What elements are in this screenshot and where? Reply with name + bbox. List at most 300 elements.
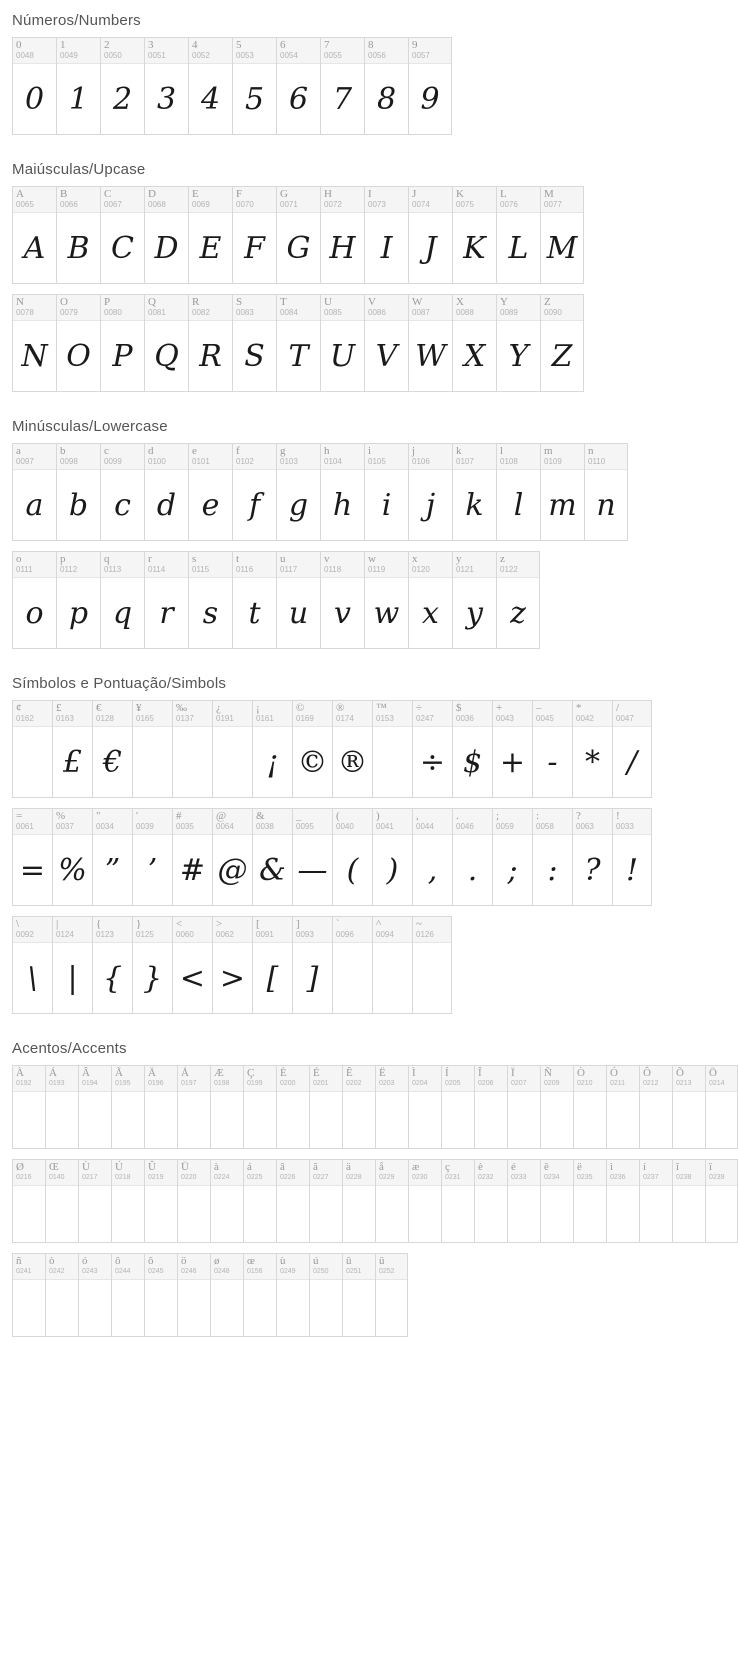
glyph-cell[interactable] (276, 1065, 309, 1149)
glyph-preview (178, 1092, 210, 1148)
glyph-cell-header (244, 1066, 276, 1092)
glyph-preview (376, 1280, 407, 1336)
glyph-preview: ( (346, 852, 359, 888)
glyph-cell[interactable] (309, 1065, 342, 1149)
glyph-cell[interactable] (612, 700, 652, 798)
glyph-cell[interactable] (56, 186, 100, 284)
glyph-cell-header (173, 809, 212, 835)
glyph-cell[interactable] (441, 1065, 474, 1149)
glyph-cell[interactable] (375, 1159, 408, 1243)
glyph-cell[interactable] (144, 1253, 177, 1337)
glyph-char-label: D (148, 188, 156, 200)
glyph-char-label: g (280, 445, 286, 457)
glyph-char-label: ã (313, 1161, 318, 1173)
glyph-char-label: ù (280, 1255, 286, 1267)
glyph-cell[interactable] (252, 808, 292, 906)
glyph-cell[interactable] (111, 1159, 144, 1243)
glyph-preview: ® (337, 744, 368, 780)
glyph-cell[interactable] (364, 443, 408, 541)
glyph-cell[interactable] (276, 186, 320, 284)
glyph-code-label: 0226 (280, 1174, 296, 1181)
glyph-cell[interactable] (474, 1065, 507, 1149)
glyph-cell[interactable] (573, 1159, 606, 1243)
glyph-cell[interactable] (243, 1253, 276, 1337)
glyph-grid (12, 186, 661, 402)
glyph-preview: w (373, 595, 400, 631)
glyph-code-label: 0060 (176, 930, 194, 939)
glyph-cell-header (497, 444, 540, 470)
glyph-preview: $ (462, 744, 483, 780)
glyph-cell[interactable] (45, 1159, 78, 1243)
glyph-cell[interactable] (705, 1159, 738, 1243)
glyph-preview (277, 1186, 309, 1242)
glyph-cell[interactable] (144, 443, 188, 541)
glyph-cell[interactable] (540, 294, 584, 392)
glyph-cell[interactable] (364, 186, 408, 284)
glyph-cell-header (321, 38, 364, 64)
glyph-char-label: ; (496, 810, 500, 822)
glyph-cell[interactable] (584, 443, 628, 541)
glyph-cell-header (453, 295, 496, 321)
glyph-char-label: ô (115, 1255, 121, 1267)
glyph-preview (310, 1186, 342, 1242)
glyph-code-label: 0118 (324, 565, 342, 574)
glyph-cell[interactable] (452, 186, 496, 284)
glyph-cell[interactable] (412, 700, 452, 798)
glyph-cell[interactable] (496, 294, 540, 392)
glyph-cell[interactable] (177, 1159, 210, 1243)
glyph-cell[interactable] (78, 1159, 111, 1243)
glyph-code-label: 0105 (368, 457, 386, 466)
glyph-preview: ÷ (419, 744, 446, 780)
glyph-cell[interactable] (309, 1159, 342, 1243)
glyph-cell[interactable] (188, 294, 232, 392)
glyph-cell-header (343, 1254, 375, 1280)
glyph-cell[interactable] (172, 808, 212, 906)
glyph-cell[interactable] (12, 1253, 45, 1337)
glyph-cell[interactable] (52, 700, 92, 798)
glyph-preview: # (179, 852, 206, 888)
glyph-cell[interactable] (232, 443, 276, 541)
glyph-cell[interactable] (332, 808, 372, 906)
glyph-cell[interactable] (212, 808, 252, 906)
glyph-cell[interactable] (320, 443, 364, 541)
glyph-preview (244, 1092, 276, 1148)
glyph-preview (508, 1186, 540, 1242)
glyph-cell[interactable] (78, 1065, 111, 1149)
glyph-cell-header (310, 1254, 342, 1280)
glyph-char-label: & (256, 810, 265, 822)
glyph-cell[interactable] (507, 1159, 540, 1243)
glyph-cell[interactable] (639, 1159, 672, 1243)
glyph-cell-header (57, 444, 100, 470)
glyph-cell[interactable] (78, 1253, 111, 1337)
glyph-grid (12, 37, 661, 145)
glyph-cell[interactable] (364, 294, 408, 392)
glyph-cell-header (277, 38, 320, 64)
glyph-cell-header (413, 809, 452, 835)
glyph-cell[interactable] (705, 1065, 738, 1149)
glyph-cell[interactable] (12, 186, 56, 284)
glyph-cell[interactable] (573, 1065, 606, 1149)
section-title: Acentos/Accents (12, 1040, 127, 1057)
glyph-preview: B (67, 230, 90, 266)
glyph-code-label: 0075 (456, 200, 474, 209)
glyph-preview (413, 943, 451, 1013)
glyph-preview (706, 1092, 737, 1148)
glyph-cell-header (293, 809, 332, 835)
glyph-cell[interactable] (320, 551, 364, 649)
glyph-preview: } (142, 960, 163, 996)
glyph-cell[interactable] (243, 1065, 276, 1149)
glyph-cell[interactable] (232, 186, 276, 284)
glyph-cell[interactable] (111, 1065, 144, 1149)
glyph-code-label: 0241 (16, 1268, 32, 1275)
glyph-cell-header (253, 701, 292, 727)
glyph-cell[interactable] (452, 551, 496, 649)
glyph-cell[interactable] (672, 1159, 705, 1243)
glyph-code-label: 0194 (82, 1080, 98, 1087)
glyph-char-label: ò (49, 1255, 55, 1267)
glyph-cell[interactable] (412, 916, 452, 1014)
glyph-cell[interactable] (540, 1065, 573, 1149)
glyph-cell[interactable] (372, 916, 412, 1014)
glyph-cell[interactable] (232, 551, 276, 649)
glyph-cell-header (133, 701, 172, 727)
glyph-preview: A (23, 230, 46, 266)
glyph-cell[interactable] (56, 443, 100, 541)
glyph-cell-header (101, 187, 144, 213)
glyph-cell[interactable] (56, 294, 100, 392)
glyph-cell[interactable] (441, 1159, 474, 1243)
glyph-cell[interactable] (188, 37, 232, 135)
glyph-cell[interactable] (496, 186, 540, 284)
glyph-cell[interactable] (132, 808, 172, 906)
glyph-cell[interactable] (188, 551, 232, 649)
glyph-preview: q (112, 595, 133, 631)
glyph-cell[interactable] (364, 551, 408, 649)
glyph-preview (145, 1092, 177, 1148)
glyph-char-label: w (368, 553, 376, 565)
glyph-cell[interactable] (100, 294, 144, 392)
glyph-cell-header (57, 552, 100, 578)
glyph-char-label: A (16, 188, 24, 200)
glyph-char-label: ¥ (136, 702, 142, 714)
glyph-cell[interactable] (12, 443, 56, 541)
glyph-cell[interactable] (100, 443, 144, 541)
glyph-cell[interactable] (408, 443, 452, 541)
glyph-code-label: 0092 (16, 930, 34, 939)
glyph-code-label: 0197 (181, 1080, 197, 1087)
glyph-cell[interactable] (12, 808, 52, 906)
glyph-cell-header (101, 295, 144, 321)
glyph-cell[interactable] (188, 186, 232, 284)
glyph-cell[interactable] (364, 37, 408, 135)
glyph-cell[interactable] (532, 808, 572, 906)
glyph-cell[interactable] (342, 1065, 375, 1149)
glyph-cell[interactable] (144, 551, 188, 649)
glyph-cell[interactable] (540, 1159, 573, 1243)
glyph-cell[interactable] (12, 1065, 45, 1149)
glyph-cell[interactable] (572, 808, 612, 906)
glyph-char-label: p (60, 553, 66, 565)
glyph-code-label: 0037 (56, 822, 74, 831)
glyph-cell[interactable] (332, 700, 372, 798)
glyph-cell-header (453, 187, 496, 213)
glyph-preview (673, 1092, 705, 1148)
glyph-cell[interactable] (452, 808, 492, 906)
glyph-code-label: 0070 (236, 200, 254, 209)
glyph-code-label: 0069 (192, 200, 210, 209)
glyph-code-label: 0073 (368, 200, 386, 209)
glyph-cell-header (79, 1160, 111, 1186)
glyph-cell[interactable] (188, 443, 232, 541)
glyph-char-label: L (500, 188, 507, 200)
glyph-code-label: 0047 (616, 714, 634, 723)
glyph-cell[interactable] (408, 551, 452, 649)
glyph-cell-header (13, 809, 52, 835)
glyph-cell[interactable] (252, 700, 292, 798)
glyph-cell[interactable] (172, 700, 212, 798)
glyph-cell[interactable] (375, 1253, 408, 1337)
glyph-cell[interactable] (111, 1253, 144, 1337)
glyph-cell-header (541, 187, 583, 213)
glyph-cell[interactable] (45, 1253, 78, 1337)
glyph-cell[interactable] (320, 37, 364, 135)
glyph-cell-header (376, 1254, 407, 1280)
glyph-char-label: 5 (236, 39, 242, 51)
glyph-cell[interactable] (212, 916, 252, 1014)
glyph-char-label: ÷ (416, 702, 423, 714)
glyph-cell[interactable] (412, 808, 452, 906)
glyph-cell[interactable] (144, 186, 188, 284)
glyph-cell[interactable] (540, 443, 584, 541)
glyph-preview: D (154, 230, 179, 266)
glyph-cell[interactable] (92, 700, 132, 798)
glyph-cell[interactable] (408, 37, 452, 135)
glyph-cell-header (213, 917, 252, 943)
glyph-preview: l (513, 487, 524, 523)
glyph-cell-header (497, 187, 540, 213)
glyph-code-label: 0083 (236, 308, 254, 317)
glyph-cell[interactable] (132, 700, 172, 798)
glyph-preview (211, 1092, 243, 1148)
glyph-cell[interactable] (606, 1065, 639, 1149)
glyph-cell[interactable] (92, 916, 132, 1014)
glyph-cell-header (497, 295, 540, 321)
glyph-cell[interactable] (12, 294, 56, 392)
glyph-preview: ? (584, 852, 601, 888)
glyph-cell[interactable] (496, 443, 540, 541)
glyph-cell[interactable] (144, 1065, 177, 1149)
glyph-cell[interactable] (92, 808, 132, 906)
glyph-cell[interactable] (232, 37, 276, 135)
glyph-cell[interactable] (52, 916, 92, 1014)
glyph-preview (508, 1092, 540, 1148)
glyph-cell[interactable] (276, 37, 320, 135)
glyph-cell-header (453, 552, 496, 578)
glyph-cell[interactable] (210, 1065, 243, 1149)
glyph-cell[interactable] (492, 808, 532, 906)
glyph-cell[interactable] (375, 1065, 408, 1149)
glyph-cell[interactable] (232, 294, 276, 392)
glyph-code-label: 0252 (379, 1268, 395, 1275)
glyph-preview: U (329, 338, 356, 374)
glyph-cell[interactable] (408, 186, 452, 284)
glyph-cell[interactable] (372, 700, 412, 798)
glyph-code-label: 0046 (456, 822, 474, 831)
glyph-cell-header (613, 701, 651, 727)
glyph-code-label: 0140 (49, 1174, 65, 1181)
glyph-code-label: 0225 (247, 1174, 263, 1181)
glyph-cell[interactable] (492, 700, 532, 798)
glyph-char-label: î (676, 1161, 680, 1173)
glyph-preview (145, 1280, 177, 1336)
glyph-cell[interactable] (320, 294, 364, 392)
glyph-cell-header (145, 1160, 177, 1186)
glyph-code-label: 0085 (324, 308, 342, 317)
glyph-cell[interactable] (292, 808, 332, 906)
glyph-cell-header (585, 444, 627, 470)
glyph-cell[interactable] (12, 1159, 45, 1243)
glyph-char-label: ‰ (176, 702, 187, 714)
glyph-char-label: B (60, 188, 68, 200)
glyph-cell[interactable] (144, 294, 188, 392)
glyph-cell[interactable] (507, 1065, 540, 1149)
glyph-cell-header (376, 1066, 408, 1092)
glyph-cell[interactable] (144, 37, 188, 135)
glyph-cell-header (277, 552, 320, 578)
glyph-cell[interactable] (144, 1159, 177, 1243)
glyph-cell[interactable] (276, 443, 320, 541)
glyph-cell[interactable] (606, 1159, 639, 1243)
glyph-preview (343, 1280, 375, 1336)
glyph-cell[interactable] (132, 916, 172, 1014)
glyph-cell[interactable] (12, 700, 52, 798)
glyph-cell[interactable] (496, 551, 540, 649)
glyph-cell-header (189, 444, 232, 470)
glyph-cell[interactable] (332, 916, 372, 1014)
glyph-cell-header (613, 809, 651, 835)
glyph-char-label: À (16, 1067, 24, 1079)
glyph-code-label: 0100 (148, 457, 166, 466)
glyph-preview: v (334, 595, 351, 631)
glyph-cell-header (277, 187, 320, 213)
glyph-preview: 2 (112, 81, 133, 117)
glyph-cell[interactable] (177, 1065, 210, 1149)
glyph-preview: k (465, 487, 484, 523)
glyph-preview: L (508, 230, 529, 266)
glyph-cell-header (112, 1066, 144, 1092)
glyph-char-label: Ì (412, 1067, 416, 1079)
glyph-preview (343, 1092, 375, 1148)
glyph-cell[interactable] (172, 916, 212, 1014)
glyph-cell[interactable] (212, 700, 252, 798)
glyph-preview (310, 1092, 342, 1148)
glyph-cell[interactable] (292, 916, 332, 1014)
glyph-cell[interactable] (342, 1159, 375, 1243)
glyph-preview: ’ (147, 852, 158, 888)
glyph-char-label: ú (313, 1255, 319, 1267)
glyph-cell-header (173, 701, 212, 727)
glyph-cell[interactable] (452, 700, 492, 798)
glyph-cell[interactable] (276, 294, 320, 392)
glyph-char-label: ( (336, 810, 340, 822)
glyph-cell[interactable] (639, 1065, 672, 1149)
glyph-char-label: ë (577, 1161, 582, 1173)
glyph-code-label: 0048 (16, 51, 34, 60)
glyph-code-label: 0033 (616, 822, 634, 831)
glyph-cell[interactable] (474, 1159, 507, 1243)
glyph-cell[interactable] (12, 551, 56, 649)
glyph-cell[interactable] (276, 1159, 309, 1243)
glyph-char-label: Ù (82, 1161, 90, 1173)
glyph-cell[interactable] (56, 37, 100, 135)
glyph-preview (112, 1186, 144, 1242)
glyph-cell[interactable] (100, 186, 144, 284)
glyph-char-label: q (104, 553, 110, 565)
glyph-preview: z (510, 595, 526, 631)
glyph-cell[interactable] (100, 37, 144, 135)
glyph-cell[interactable] (309, 1253, 342, 1337)
glyph-code-label: 0079 (60, 308, 78, 317)
glyph-cell[interactable] (276, 551, 320, 649)
glyph-cell[interactable] (612, 808, 652, 906)
glyph-code-label: 0128 (96, 714, 114, 723)
glyph-cell[interactable] (252, 916, 292, 1014)
glyph-cell[interactable] (408, 294, 452, 392)
glyph-cell[interactable] (276, 1253, 309, 1337)
glyph-cell[interactable] (100, 551, 144, 649)
glyph-preview (541, 1186, 573, 1242)
glyph-cell[interactable] (320, 186, 364, 284)
glyph-cell[interactable] (292, 700, 332, 798)
glyph-cell[interactable] (452, 294, 496, 392)
glyph-code-label: 0201 (313, 1080, 329, 1087)
glyph-code-label: 0219 (148, 1174, 164, 1181)
glyph-cell[interactable] (540, 186, 584, 284)
glyph-cell[interactable] (12, 916, 52, 1014)
glyph-code-label: 0125 (136, 930, 154, 939)
glyph-cell[interactable] (572, 700, 612, 798)
glyph-cell[interactable] (408, 1159, 441, 1243)
glyph-cell[interactable] (210, 1253, 243, 1337)
glyph-cell[interactable] (672, 1065, 705, 1149)
glyph-preview: & (259, 852, 286, 888)
glyph-cell[interactable] (12, 37, 56, 135)
glyph-char-label: H (324, 188, 332, 200)
glyph-cell-header (112, 1254, 144, 1280)
glyph-cell[interactable] (56, 551, 100, 649)
glyph-cell[interactable] (243, 1159, 276, 1243)
glyph-cell[interactable] (45, 1065, 78, 1149)
glyph-preview: O (66, 338, 91, 374)
glyph-char-label: e (192, 445, 197, 457)
glyph-cell[interactable] (210, 1159, 243, 1243)
glyph-grid (12, 443, 661, 659)
glyph-code-label: 0211 (610, 1080, 626, 1087)
glyph-cell[interactable] (342, 1253, 375, 1337)
glyph-cell[interactable] (372, 808, 412, 906)
glyph-cell[interactable] (408, 1065, 441, 1149)
glyph-cell[interactable] (532, 700, 572, 798)
glyph-cell[interactable] (177, 1253, 210, 1337)
glyph-char-label: O (60, 296, 68, 308)
glyph-char-label: m (544, 445, 553, 457)
glyph-cell[interactable] (452, 443, 496, 541)
glyph-cell[interactable] (52, 808, 92, 906)
glyph-char-label: t (236, 553, 240, 565)
